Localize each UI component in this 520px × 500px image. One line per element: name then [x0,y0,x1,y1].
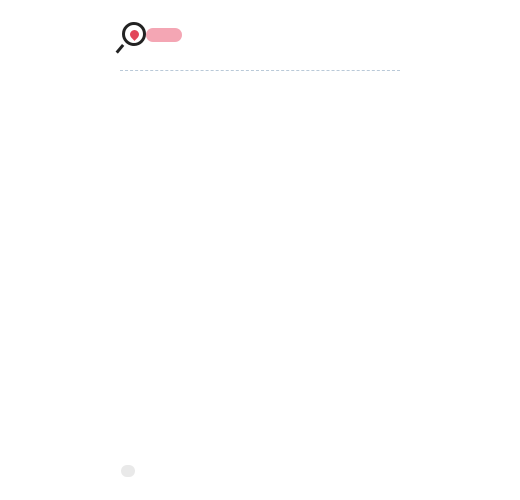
header-pill [146,28,182,42]
top-table [120,70,400,71]
page-number [121,465,135,477]
magnifier-handle [116,44,125,54]
content [120,70,400,71]
magnifier-heart-icon [122,22,146,46]
page-header [122,22,242,48]
